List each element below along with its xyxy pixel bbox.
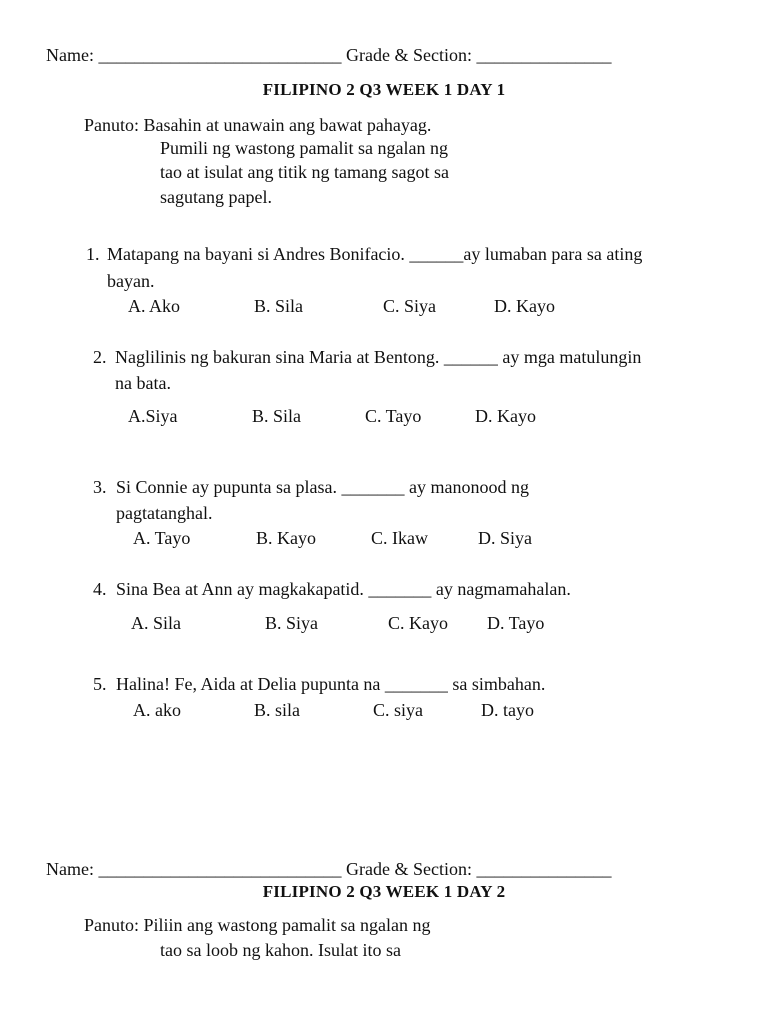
question-number: 1. xyxy=(86,244,100,264)
choice-c: C. Siya xyxy=(383,296,437,316)
choice-b: B. Sila xyxy=(254,296,304,316)
question-text-line-2: bayan. xyxy=(107,271,155,291)
panuto-line-1: Panuto: Basahin at unawain ang bawat pahayag. xyxy=(84,115,432,135)
choice-a: A.Siya xyxy=(128,406,178,426)
choice-c: C. Ikaw xyxy=(371,528,428,548)
choice-b: B. Kayo xyxy=(256,528,316,548)
question-number: 3. xyxy=(93,477,107,497)
choice-d: D. tayo xyxy=(481,700,534,720)
question-text-line-1: Halina! Fe, Aida at Delia pupunta na _______ sa simbahan. xyxy=(116,674,546,694)
question-text-line-1: Matapang na bayani si Andres Bonifacio. ______ay lumaban para sa ating xyxy=(107,244,643,264)
question-text-line-1: Si Connie ay pupunta sa plasa. _______ ay manonood ng xyxy=(116,477,529,497)
choice-a: A. Tayo xyxy=(133,528,191,548)
panuto-day2-line-2: tao sa loob ng kahon. Isulat ito sa xyxy=(160,940,401,960)
choice-b: B. Sila xyxy=(252,406,302,426)
panuto-line-4: sagutang papel. xyxy=(160,187,272,207)
choice-c: C. Tayo xyxy=(365,406,422,426)
choice-d: D. Kayo xyxy=(494,296,555,316)
choice-d: D. Tayo xyxy=(487,613,545,633)
panuto-line-3: tao at isulat ang titik ng tamang sagot sa xyxy=(160,162,449,182)
panuto-line-2: Pumili ng wastong pamalit sa ngalan ng xyxy=(160,138,448,158)
choice-c: C. Kayo xyxy=(388,613,448,633)
question-text-line-1: Sina Bea at Ann ay magkakapatid. _______ ay nagmamahalan. xyxy=(116,579,571,599)
question-number: 5. xyxy=(93,674,107,694)
panuto-day2-line-1: Panuto: Piliin ang wastong pamalit sa ngalan ng xyxy=(84,915,431,935)
question-text-line-2: na bata. xyxy=(115,373,171,393)
choice-b: B. sila xyxy=(254,700,301,720)
question-text-line-2: pagtatanghal. xyxy=(116,503,213,523)
worksheet-title-day2: FILIPINO 2 Q3 WEEK 1 DAY 2 xyxy=(262,882,506,901)
worksheet-title-day1: FILIPINO 2 Q3 WEEK 1 DAY 1 xyxy=(262,80,506,99)
choice-a: A. Ako xyxy=(128,296,181,316)
choice-a: A. Sila xyxy=(131,613,182,633)
choice-d: D. Siya xyxy=(478,528,532,548)
choice-c: C. siya xyxy=(373,700,424,720)
question-number: 4. xyxy=(93,579,107,599)
name-grade-section-line-day2: Name: ___________________________ Grade & Section: _______________ xyxy=(46,859,612,879)
choice-d: D. Kayo xyxy=(475,406,536,426)
name-grade-section-line: Name: ___________________________ Grade & Section: _______________ xyxy=(46,45,612,65)
choice-a: A. ako xyxy=(133,700,181,720)
question-text-line-1: Naglilinis ng bakuran sina Maria at Bentong. ______ ay mga matulungin xyxy=(115,347,642,367)
choice-b: B. Siya xyxy=(265,613,319,633)
question-number: 2. xyxy=(93,347,107,367)
